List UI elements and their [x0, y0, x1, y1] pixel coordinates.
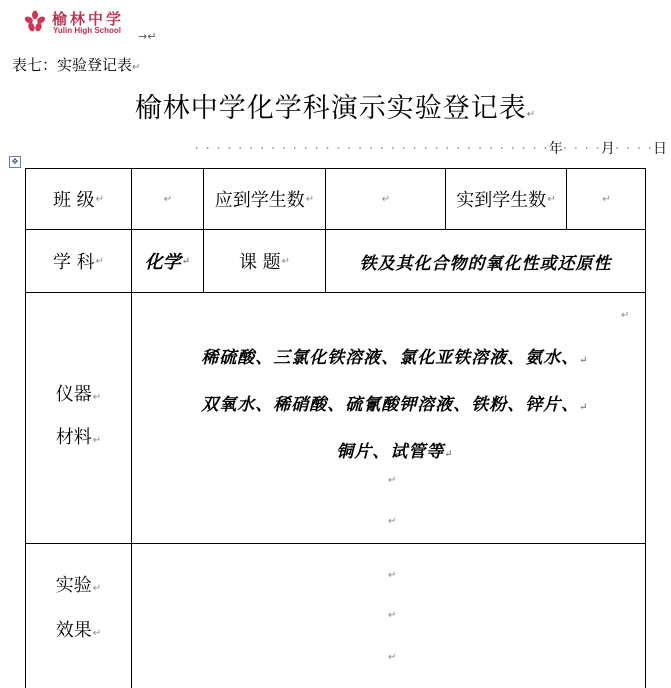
logo-english-name: Yulin High School	[53, 26, 121, 35]
effect-field[interactable]: ↵ ↵ ↵	[388, 570, 397, 663]
logo-chinese-name: 榆林中学	[52, 10, 125, 28]
expected-students-field[interactable]: ↵	[381, 193, 391, 205]
registration-table: 班 级 ↵ ↵ 应到学生数 ↵ ↵ 实到学生数 ↵ ↵ 学 科 ↵ 化学 ↵ 课 题 ↵ 铁及其化合物的氧化性或还原性 仪器↵ 材料↵ ↵ 稀硫酸、三氯化铁溶液、氯化亚铁溶液、氨水、↵ 双氧水、稀硝酸、硫氰酸钾溶液、铁粉、锌片、↵ 铜片、试管等↵ ↵ ↵ 实验↵ 效果↵ ↵ ↵ ↵	[25, 168, 646, 688]
flower-logo-icon	[24, 10, 46, 32]
school-logo	[22, 6, 137, 36]
subject-label: 学 科 ↵	[52, 252, 105, 273]
table-move-handle-icon[interactable]: ✥	[9, 156, 21, 168]
actual-students-field[interactable]: ↵	[602, 193, 611, 205]
actual-students-label: 实到学生数 ↵	[456, 190, 556, 211]
date-day: 日	[653, 141, 667, 157]
table-caption: 表七：实验登记表↵	[12, 56, 141, 74]
expected-students-label: 应到学生数 ↵	[214, 190, 315, 211]
date-line: · · · · · · · · · · · · · · · · · · · · · · · · · · · · · · · · ·年· · · ·月· · · ·日	[194, 141, 667, 157]
date-year: 年	[548, 141, 563, 157]
page-title: 榆林中学化学科演示实验登记表↵	[134, 93, 537, 124]
subject-value[interactable]: 化学 ↵	[144, 252, 191, 273]
tab-arrow-mark: →↵	[138, 30, 157, 43]
materials-list[interactable]: 稀硫酸、三氯化铁溶液、氯化亚铁溶液、氨水、↵ 双氧水、稀硝酸、硫氰酸钾溶液、铁粉、锌片、↵ 铜片、试管等↵	[201, 348, 589, 462]
effect-label: 实验↵ 效果↵	[55, 575, 102, 641]
class-label: 班 级 ↵	[52, 190, 105, 211]
topic-value[interactable]: 铁及其化合物的氧化性或还原性	[359, 253, 612, 274]
topic-label: 课 题 ↵	[238, 252, 291, 273]
equipment-label: 仪器↵ 材料↵	[55, 384, 102, 448]
date-month: 月	[600, 141, 615, 157]
class-value-field[interactable]: ↵	[163, 193, 173, 205]
